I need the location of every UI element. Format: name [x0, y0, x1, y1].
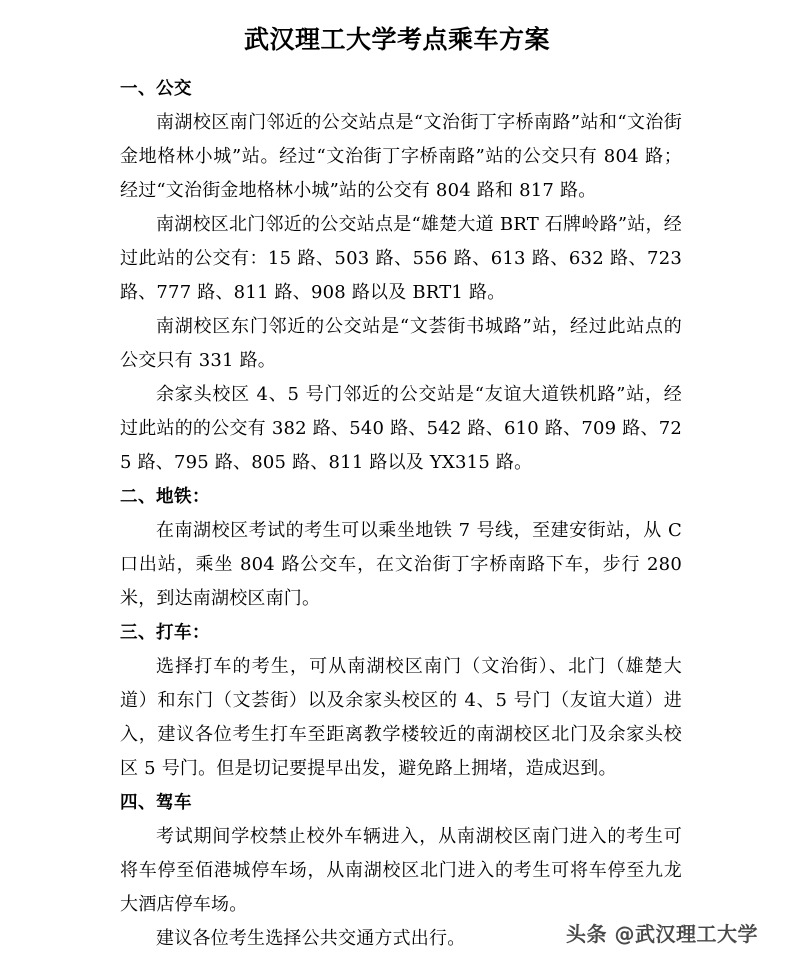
watermark-toutiao: 头条 @武汉理工大学: [566, 922, 758, 946]
paragraph-bus-north-gate: 南湖校区北门邻近的公交站点是“雄楚大道 BRT 石牌岭路”站，经过此站的公交有：15 路、503 路、556 路、613 路、632 路、723 路、777 路、811 路、908 路以及 BRT1 路。: [120, 214, 682, 303]
paragraph-bus-east-gate: 南湖校区东门邻近的公交站是“文荟街书城路”站，经过此站点的公交只有 331 路。: [120, 316, 682, 371]
paragraph-driving-parking: 考试期间学校禁止校外车辆进入，从南湖校区南门进入的考生可将车停至佰港城停车场，从南湖校区北门进入的考生可将车停至九龙大酒店停车场。: [120, 826, 682, 915]
document-body: [120, 72, 682, 956]
section-heading-metro: 二、地铁：: [120, 487, 210, 507]
page-title: 武汉理工大学考点乘车方案: [243, 25, 550, 54]
paragraph-closing-advice: 建议各位考生选择公共交通方式出行。: [156, 928, 466, 949]
paragraph-bus-yujiatou: 余家头校区 4、5 号门邻近的公交站是“友谊大道铁机路”站，经过此站的的公交有 382 路、540 路、542 路、610 路、709 路、725 路、795 路、805 路、811 路以及 YX315 路。: [120, 384, 682, 473]
paragraph-taxi-gates: 选择打车的考生，可从南湖校区南门（文治街）、北门（雄楚大道）和东门（文荟街）以及余家头校区的 4、5 号门（友谊大道）进入，建议各位考生打车至距离教学楼较近的南湖校区北门及余家头校区 5 号门。但是切记要提早出发，避免路上拥堵，造成迟到。: [120, 656, 682, 779]
section-heading-driving: 四、驾车: [120, 793, 192, 813]
section-heading-bus: 一、公交: [120, 79, 192, 99]
paragraph-metro-route: 在南湖校区考试的考生可以乘坐地铁 7 号线，至建安街站，从 C 口出站，乘坐 804 路公交车，在文治街丁字桥南路下车，步行 280 米，到达南湖校区南门。: [120, 520, 682, 609]
paragraph-bus-south-gate: 南湖校区南门邻近的公交站点是“文治街丁字桥南路”站和“文治街金地格林小城”站。经过“文治街丁字桥南路”站的公交只有 804 路；经过“文治街金地格林小城”站的公交有 804 路和 817 路。: [120, 112, 682, 201]
section-heading-taxi: 三、打车：: [120, 623, 210, 643]
